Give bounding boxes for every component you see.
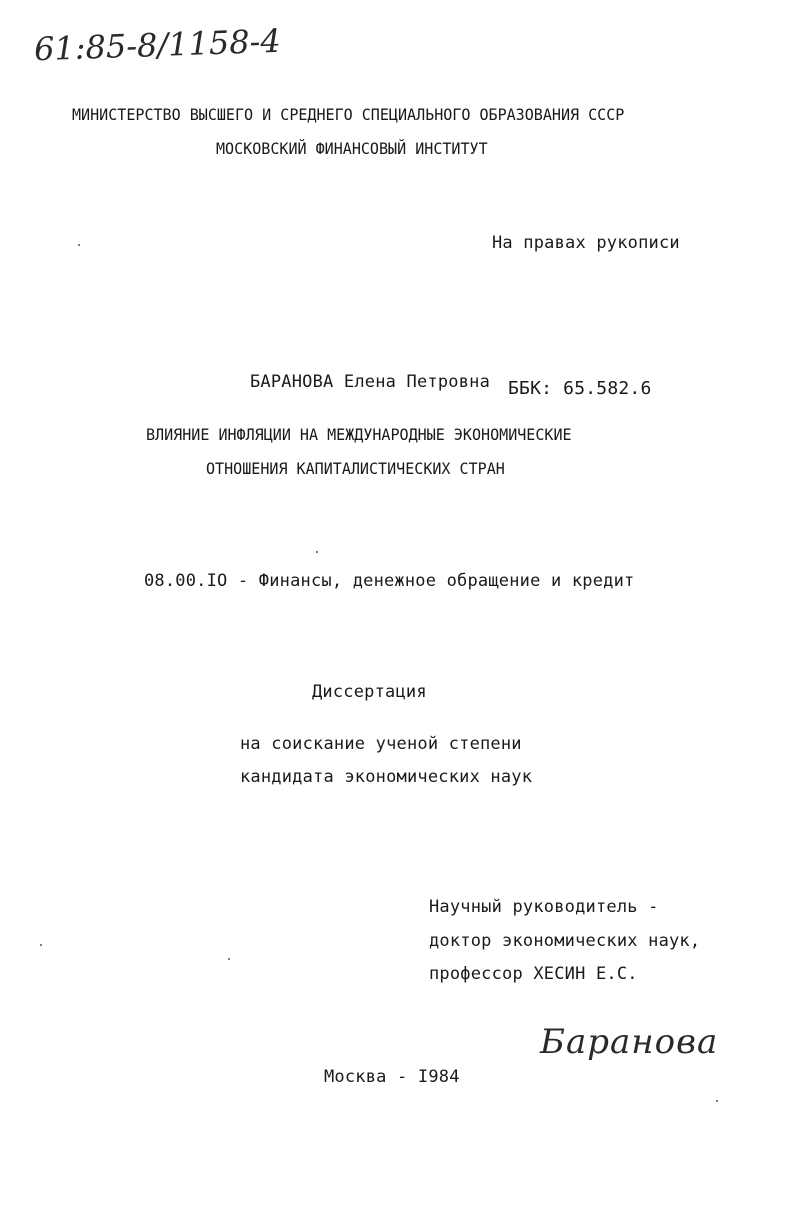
dissertation-title-line-1: ВЛИЯНИЕ ИНФЛЯЦИИ НА МЕЖДУНАРОДНЫЕ ЭКОНОМИЧЕСКИЕ bbox=[146, 425, 572, 444]
degree-line-2: кандидата экономических наук bbox=[240, 767, 533, 787]
degree-line-1: на соискание ученой степени bbox=[240, 734, 522, 754]
place-and-year: Москва - I984 bbox=[324, 1067, 460, 1087]
supervisor-line-2: доктор экономических наук, bbox=[429, 931, 701, 951]
scan-speck bbox=[316, 551, 318, 553]
institute-header: МОСКОВСКИЙ ФИНАНСОВЫЙ ИНСТИТУТ bbox=[216, 139, 488, 158]
scan-speck bbox=[228, 958, 230, 960]
manuscript-rights-note: На правах рукописи bbox=[492, 233, 680, 253]
archive-number-handwritten: 61:85-8/1158-4 bbox=[33, 21, 282, 69]
document-type: Диссертация bbox=[312, 682, 427, 702]
supervisor-line-1: Научный руководитель - bbox=[429, 897, 659, 917]
author-signature: Баранова bbox=[540, 1022, 719, 1062]
author-name: БАРАНОВА Елена Петровна bbox=[250, 372, 491, 392]
bbk-code: ББК: 65.582.6 bbox=[508, 378, 652, 399]
ministry-header: МИНИСТЕРСТВО ВЫСШЕГО И СРЕДНЕГО СПЕЦИАЛЬНОГО ОБРАЗОВАНИЯ СССР bbox=[72, 105, 625, 124]
supervisor-line-3: профессор ХЕСИН Е.С. bbox=[429, 964, 638, 984]
scan-speck bbox=[716, 1100, 718, 1102]
scan-speck bbox=[40, 944, 42, 946]
dissertation-title-line-2: ОТНОШЕНИЯ КАПИТАЛИСТИЧЕСКИХ СТРАН bbox=[206, 459, 505, 478]
scan-speck bbox=[78, 244, 80, 246]
specialty-code: 08.00.IO - Финансы, денежное обращение и кредит bbox=[144, 571, 635, 591]
